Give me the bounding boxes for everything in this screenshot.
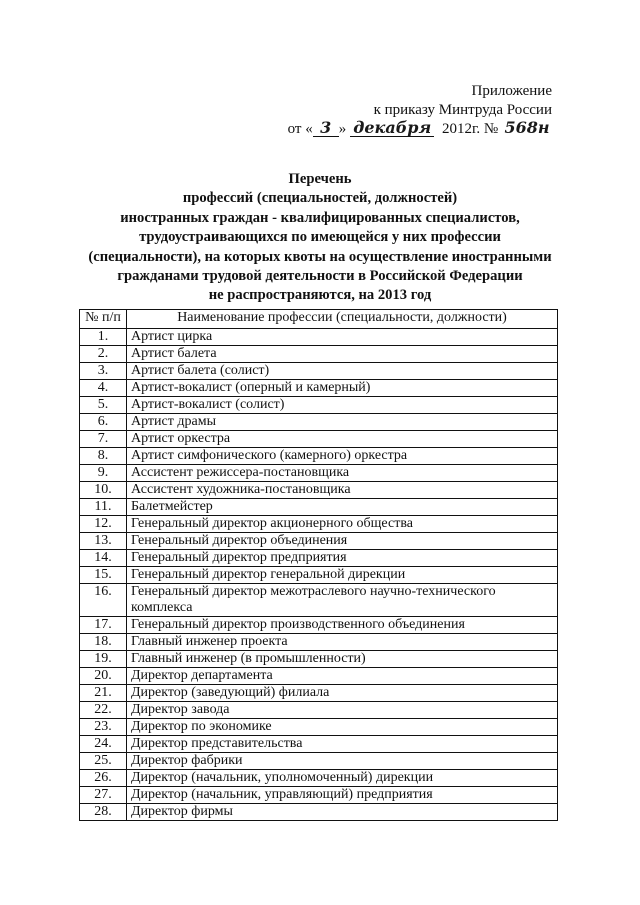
row-number: 8. [80, 448, 127, 465]
title-line-7: не распространяются, на 2013 год [208, 287, 432, 304]
title-line-1: Перечень [288, 171, 352, 187]
table-row [80, 668, 558, 685]
row-number: 9. [80, 465, 127, 482]
from-prefix: от « [287, 121, 313, 137]
row-number: 16. [80, 584, 127, 617]
table-row [80, 804, 558, 821]
title-line-2: профессий (специальностей, должностей) [182, 190, 458, 207]
row-number: 17. [80, 617, 127, 634]
row-number: 24. [80, 736, 127, 753]
table-row [80, 397, 558, 414]
table-row [80, 363, 558, 380]
profession-name: Генеральный директор предприятия [127, 550, 558, 567]
table-row [80, 753, 558, 770]
row-number: 22. [80, 702, 127, 719]
profession-name: Директор по экономике [127, 719, 558, 736]
column-header-number: № п/п [80, 310, 127, 329]
row-number: 12. [80, 516, 127, 533]
row-number: 10. [80, 482, 127, 499]
row-number: 11. [80, 499, 127, 516]
table-row [80, 617, 558, 634]
table-row [80, 380, 558, 397]
row-number: 4. [80, 380, 127, 397]
profession-name: Артист цирка [127, 329, 558, 346]
profession-name: Артист-вокалист (оперный и камерный) [127, 380, 558, 397]
profession-name: Директор завода [127, 702, 558, 719]
profession-name: Директор (заведующий) филиала [127, 685, 558, 702]
table-row [80, 533, 558, 550]
row-number: 2. [80, 346, 127, 363]
handwritten-day: 3 [313, 120, 339, 137]
profession-name: Директор фирмы [127, 804, 558, 821]
table-row [80, 499, 558, 516]
row-number: 6. [80, 414, 127, 431]
table-row [80, 685, 558, 702]
profession-name: Артист балета (солист) [127, 363, 558, 380]
table-row [80, 736, 558, 753]
title-line-3: иностранных граждан - квалифицированных специалистов, [120, 209, 520, 226]
table-header-row [80, 310, 558, 329]
row-number: 21. [80, 685, 127, 702]
profession-name: Балетмейстер [127, 499, 558, 516]
title-line-4: трудоустраивающихся по имеющейся у них профессии [139, 229, 501, 246]
profession-name: Генеральный директор акционерного общества [127, 516, 558, 533]
profession-name: Артист-вокалист (солист) [127, 397, 558, 414]
appendix-header [288, 82, 552, 139]
profession-name: Ассистент режиссера-постановщика [127, 465, 558, 482]
table-row [80, 482, 558, 499]
table-row [80, 770, 558, 787]
profession-name: Директор фабрики [127, 753, 558, 770]
row-number: 5. [80, 397, 127, 414]
handwritten-order-number: 568н [504, 118, 550, 137]
profession-name: Директор (начальник, управляющий) предприятия [127, 787, 558, 804]
profession-name: Директор представительства [127, 736, 558, 753]
title-line-5: (специальности), на которых квоты на осуществление иностранными [88, 248, 552, 265]
profession-name: Ассистент художника-постановщика [127, 482, 558, 499]
row-number: 18. [80, 634, 127, 651]
row-number: 3. [80, 363, 127, 380]
table-row [80, 465, 558, 482]
row-number: 19. [80, 651, 127, 668]
table-row [80, 634, 558, 651]
profession-name: Артист симфонического (камерного) оркестра [127, 448, 558, 465]
row-number: 26. [80, 770, 127, 787]
row-number: 15. [80, 567, 127, 584]
profession-name: Артист балета [127, 346, 558, 363]
row-number: 23. [80, 719, 127, 736]
row-number: 27. [80, 787, 127, 804]
table-row [80, 550, 558, 567]
profession-name: Главный инженер проекта [127, 634, 558, 651]
row-number: 25. [80, 753, 127, 770]
table-body [80, 329, 558, 821]
profession-name: Артист оркестра [127, 431, 558, 448]
table-row [80, 516, 558, 533]
profession-name: Главный инженер (в промышленности) [127, 651, 558, 668]
row-number: 7. [80, 431, 127, 448]
row-number: 1. [80, 329, 127, 346]
table-row [80, 414, 558, 431]
table-row [80, 702, 558, 719]
quote-close: » [338, 121, 347, 137]
year-number-label: 2012г. № [441, 121, 499, 137]
appendix-label: Приложение [471, 83, 552, 99]
order-reference: к приказу Минтруда России [373, 102, 552, 118]
table-row [80, 431, 558, 448]
profession-name: Артист драмы [127, 414, 558, 431]
row-number: 28. [80, 804, 127, 821]
profession-name: Директор (начальник, уполномоченный) дирекции [127, 770, 558, 787]
row-number: 13. [80, 533, 127, 550]
table-row [80, 567, 558, 584]
profession-name: Генеральный директор объединения [127, 533, 558, 550]
table-row [80, 346, 558, 363]
profession-name: Директор департамента [127, 668, 558, 685]
professions-table [79, 309, 558, 821]
document-title [60, 170, 580, 306]
table-row [80, 329, 558, 346]
table-row [80, 448, 558, 465]
title-line-6: гражданами трудовой деятельности в Российской Федерации [117, 268, 523, 285]
table-row [80, 651, 558, 668]
column-header-name: Наименование профессии (специальности, должности) [127, 310, 558, 329]
profession-name: Генеральный директор межотраслевого научно-технического комплекса [127, 584, 558, 617]
table-row [80, 787, 558, 804]
table-row [80, 584, 558, 617]
order-date-number [288, 120, 552, 139]
table-row [80, 719, 558, 736]
handwritten-month: декабря [350, 120, 434, 137]
row-number: 14. [80, 550, 127, 567]
profession-name: Генеральный директор производственного объединения [127, 617, 558, 634]
profession-name: Генеральный директор генеральной дирекции [127, 567, 558, 584]
row-number: 20. [80, 668, 127, 685]
